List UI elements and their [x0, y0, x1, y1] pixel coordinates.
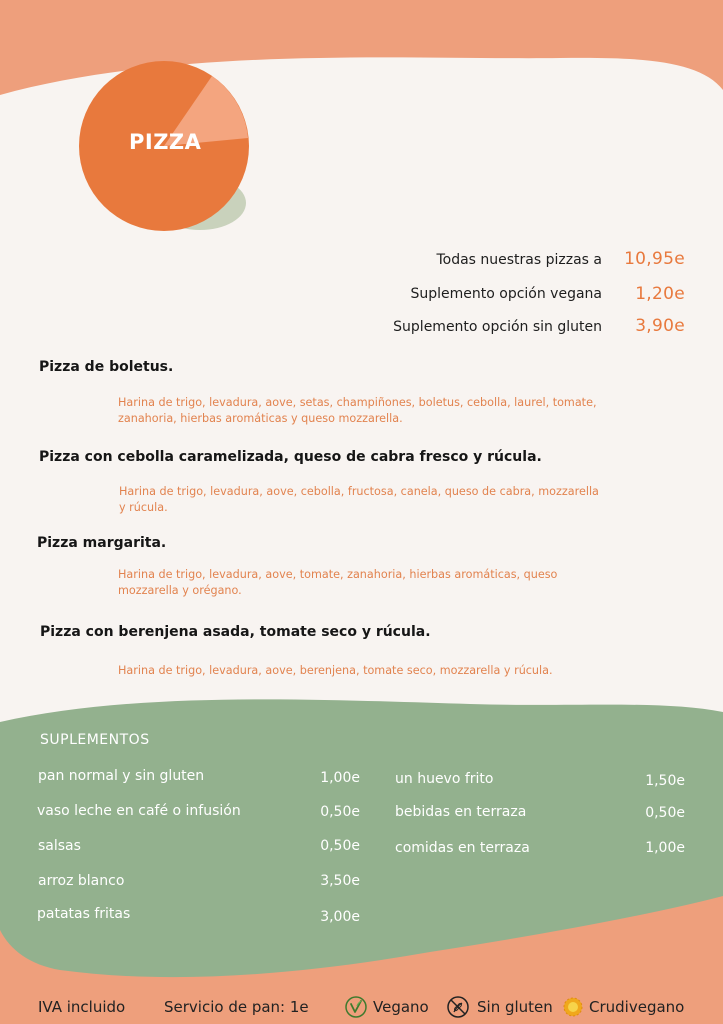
price-value-vegan: 1,20e	[635, 284, 685, 304]
supplement-name: vaso leche en café o infusión	[37, 803, 241, 819]
supplement-price: 3,50e	[320, 873, 360, 889]
supplement-price: 1,50e	[645, 773, 685, 789]
iva-note: IVA incluido	[38, 998, 126, 1016]
pizza-ingredients-cebolla: Harina de trigo, levadura, aove, cebolla, fructosa, canela, queso de cabra, mozzarella y rúcula.	[119, 485, 599, 514]
supplement-price: 3,00e	[320, 909, 360, 925]
supplement-price: 1,00e	[645, 840, 685, 856]
supplement-price: 0,50e	[645, 805, 685, 821]
pizza-name-cebolla: Pizza con cebolla caramelizada, queso de cabra fresco y rúcula.	[39, 449, 542, 465]
supplement-name: pan normal y sin gluten	[38, 768, 205, 784]
legend-vegan-label: Vegano	[373, 998, 429, 1016]
bread-service-note: Servicio de pan: 1e	[164, 998, 309, 1016]
gluten-free-icon	[447, 996, 469, 1018]
supplement-price: 1,00e	[320, 770, 360, 786]
supplement-price: 0,50e	[320, 804, 360, 820]
supplement-name: patatas fritas	[37, 906, 131, 922]
supplement-name: comidas en terraza	[395, 840, 530, 856]
supplement-name: bebidas en terraza	[395, 804, 527, 820]
supplement-name: arroz blanco	[38, 873, 125, 889]
price-label-gluten-free: Suplemento opción sin gluten	[393, 319, 602, 335]
price-label-all-pizzas: Todas nuestras pizzas a	[436, 252, 602, 268]
supplement-name: salsas	[38, 838, 81, 854]
pizza-name-boletus: Pizza de boletus.	[39, 359, 174, 375]
raw-vegan-sun-icon	[562, 996, 584, 1018]
price-value-gluten-free: 3,90e	[635, 316, 685, 336]
pizza-name-margarita: Pizza margarita.	[37, 535, 167, 551]
vegan-leaf-icon	[345, 996, 367, 1018]
pizza-ingredients-berenjena: Harina de trigo, levadura, aove, berenjena, tomate seco, mozzarella y rúcula.	[118, 664, 553, 677]
price-label-vegan: Suplemento opción vegana	[410, 286, 602, 302]
page-title: PIZZA	[129, 130, 202, 154]
supplement-name: un huevo frito	[395, 771, 494, 787]
legend-gluten-free-label: Sin gluten	[477, 998, 553, 1016]
pizza-name-berenjena: Pizza con berenjena asada, tomate seco y rúcula.	[40, 624, 431, 640]
pizza-ingredients-boletus: Harina de trigo, levadura, aove, setas, champiñones, boletus, cebolla, laurel, tomate, zanahoria, hierbas aromáticas y queso mozzarella.	[118, 396, 597, 425]
legend-raw-vegan-label: Crudivegano	[589, 998, 685, 1016]
supplement-price: 0,50e	[320, 838, 360, 854]
supplements-title: SUPLEMENTOS	[40, 732, 150, 748]
price-value-all-pizzas: 10,95e	[624, 249, 685, 269]
pizza-ingredients-margarita: Harina de trigo, levadura, aove, tomate, zanahoria, hierbas aromáticas, queso mozzarella y orégano.	[118, 568, 558, 597]
